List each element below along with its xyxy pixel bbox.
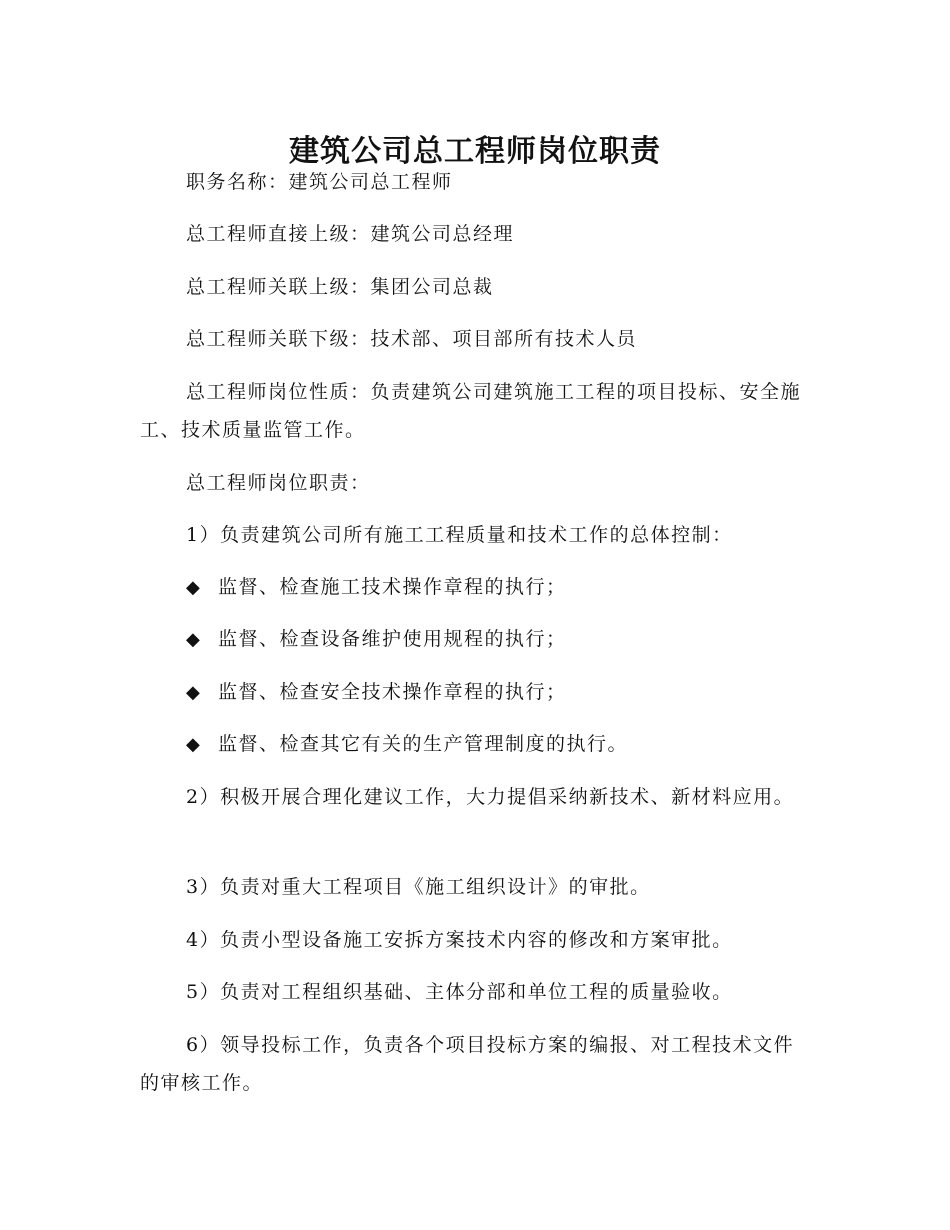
direct-superior-line: 总工程师直接上级：建筑公司总经理	[186, 223, 515, 245]
related-subordinate-line: 总工程师关联下级：技术部、项目部所有技术人员	[186, 328, 638, 350]
duty-item-3: 3）负责对重大工程项目《施工组织设计》的审批。	[186, 876, 651, 898]
bullet-text: 监督、检查其它有关的生产管理制度的执行。	[218, 733, 629, 755]
bullet-text: 监督、检查安全技术操作章程的执行；	[218, 681, 567, 703]
duty-item-6: 6）领导投标工作，负责各个项目投标方案的编报、对工程技术文件的审核工作。	[140, 1034, 795, 1094]
duty-item-2: 2）积极开展合理化建议工作，大力提倡采纳新技术、新材料应用。	[186, 786, 795, 808]
document-title: 建筑公司总工程师岗位职责	[289, 134, 661, 170]
diamond-bullet-icon: ◆	[186, 629, 202, 650]
bullet-item	[186, 620, 806, 659]
diamond-bullet-icon: ◆	[186, 577, 202, 598]
duties-heading: 总工程师岗位职责：	[186, 472, 371, 494]
duty-item-1: 1）负责建筑公司所有施工工程质量和技术工作的总体控制：	[186, 524, 733, 546]
bullet-item	[186, 673, 806, 712]
job-title-line: 职务名称：建筑公司总工程师	[186, 171, 453, 193]
diamond-bullet-icon: ◆	[186, 734, 202, 755]
related-superior-line: 总工程师关联上级：集团公司总裁	[186, 276, 494, 298]
bullet-text: 监督、检查施工技术操作章程的执行；	[218, 576, 567, 598]
duty-item-4: 4）负责小型设备施工安拆方案技术内容的修改和方案审批。	[186, 929, 733, 951]
duty-item-5: 5）负责对工程组织基础、主体分部和单位工程的质量验收。	[186, 981, 733, 1003]
diamond-bullet-icon: ◆	[186, 682, 202, 703]
bullet-item	[186, 568, 806, 607]
position-nature-paragraph: 总工程师岗位性质：负责建筑公司建筑施工工程的项目投标、安全施工、技术质量监管工作。	[140, 381, 802, 441]
bullet-text: 监督、检查设备维护使用规程的执行；	[218, 628, 567, 650]
bullet-item	[186, 725, 806, 764]
